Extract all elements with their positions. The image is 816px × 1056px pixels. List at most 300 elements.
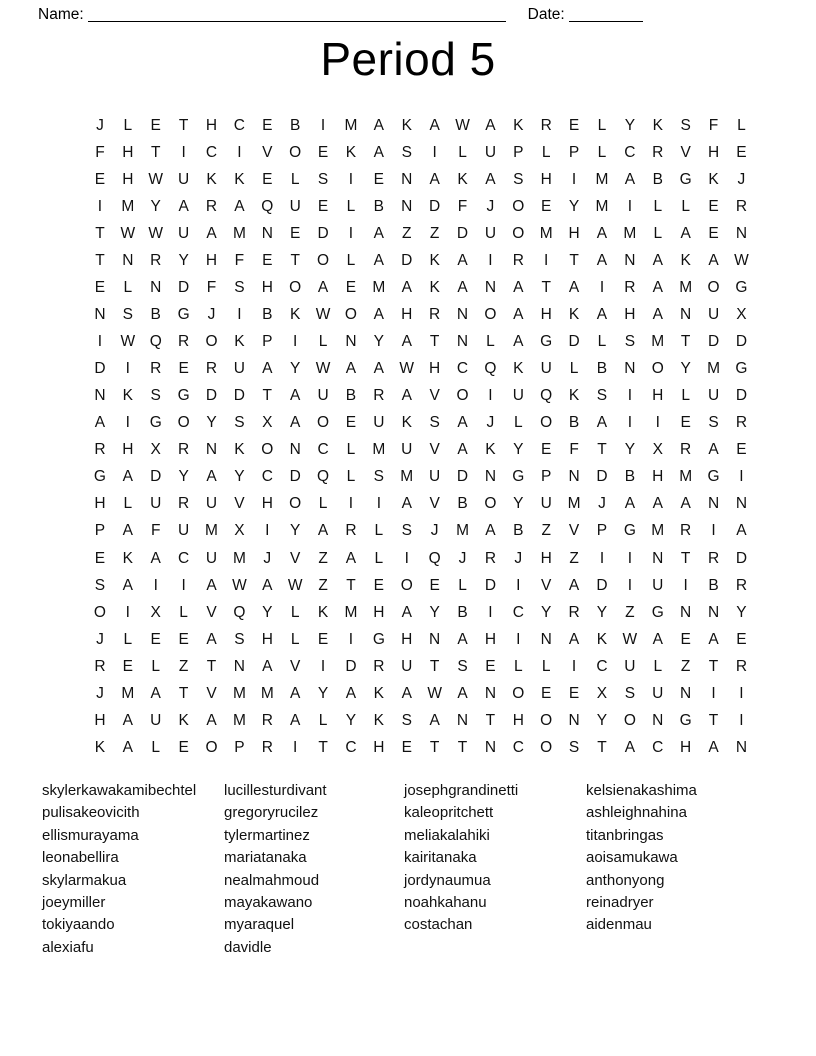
grid-letter[interactable]: Y [150,197,161,215]
grid-letter[interactable]: I [711,684,716,702]
grid-letter[interactable]: T [150,143,161,161]
grid-letter[interactable]: I [181,143,186,161]
grid-letter[interactable]: S [373,468,385,486]
grid-letter[interactable]: T [597,738,607,756]
grid-letter[interactable]: C [178,549,190,567]
grid-letter[interactable]: J [96,684,104,702]
grid-letter[interactable]: A [373,143,385,161]
grid-letter[interactable]: A [736,522,747,540]
grid-letter[interactable]: R [568,603,580,621]
grid-letter[interactable]: A [373,306,385,324]
grid-letter[interactable]: N [484,468,497,486]
grid-letter[interactable]: A [262,360,273,378]
grid-letter[interactable]: U [205,549,218,567]
grid-letter[interactable]: L [681,197,690,215]
grid-letter[interactable]: K [429,279,440,297]
grid-letter[interactable]: U [178,224,190,242]
grid-letter[interactable]: N [484,738,497,756]
grid-letter[interactable]: Y [624,116,636,134]
word-list-item[interactable]: costachan [404,916,473,934]
word-list-item[interactable]: pulisakeovicith [42,804,140,822]
grid-letter[interactable]: U [317,387,329,405]
grid-letter[interactable]: H [429,360,441,378]
grid-letter[interactable]: U [484,224,497,242]
grid-letter[interactable]: B [345,387,357,405]
grid-letter[interactable]: S [624,333,636,351]
grid-letter[interactable]: O [623,711,636,729]
grid-letter[interactable]: A [206,630,217,648]
word-list-item[interactable]: tokiyaando [42,916,115,934]
grid-letter[interactable]: T [680,549,691,567]
grid-letter[interactable]: I [320,657,326,675]
grid-letter[interactable]: M [456,522,469,540]
grid-letter[interactable]: F [95,143,105,161]
grid-letter[interactable]: E [178,738,189,756]
grid-letter[interactable]: F [234,252,245,269]
grid-letter[interactable]: U [540,495,552,513]
grid-letter[interactable]: L [290,170,300,188]
grid-letter[interactable]: L [458,143,467,161]
grid-letter[interactable]: S [234,630,245,648]
grid-letter[interactable]: K [345,143,357,161]
grid-letter[interactable]: S [401,522,412,540]
grid-letter[interactable]: J [430,522,439,540]
grid-letter[interactable]: M [651,333,665,351]
grid-letter[interactable]: U [233,360,245,378]
grid-letter[interactable]: A [624,495,636,513]
grid-letter[interactable]: U [484,143,497,161]
grid-letter[interactable]: U [373,414,385,432]
grid-letter[interactable]: A [624,738,636,756]
grid-letter[interactable]: L [541,657,551,675]
word-list-item[interactable]: aidenmau [586,916,652,934]
grid-letter[interactable]: I [237,306,242,324]
grid-letter[interactable]: M [205,522,218,540]
grid-letter[interactable]: V [290,657,301,675]
word-list-item[interactable]: kaleopritchett [404,804,494,822]
grid-letter[interactable]: J [263,549,272,567]
grid-letter[interactable]: E [485,657,496,675]
grid-letter[interactable]: H [540,306,552,324]
grid-letter[interactable]: O [540,711,553,729]
grid-letter[interactable]: X [736,306,747,324]
grid-letter[interactable]: Y [429,603,440,621]
word-list-item[interactable]: ashleighnahina [586,804,687,822]
grid-letter[interactable]: I [516,630,521,648]
grid-letter[interactable]: E [94,279,106,297]
grid-letter[interactable]: D [735,333,748,351]
grid-letter[interactable]: J [96,630,104,648]
grid-letter[interactable]: H [568,224,580,242]
grid-letter[interactable]: I [265,522,270,540]
grid-letter[interactable]: A [429,170,440,188]
grid-letter[interactable]: L [597,116,607,134]
grid-letter[interactable]: U [401,657,413,675]
grid-letter[interactable]: K [122,549,133,567]
grid-letter[interactable]: D [735,387,748,405]
grid-letter[interactable]: F [457,197,468,215]
grid-letter[interactable]: G [735,279,748,297]
grid-letter[interactable]: I [488,603,493,621]
grid-letter[interactable]: F [206,279,217,297]
grid-letter[interactable]: K [513,116,524,134]
grid-letter[interactable]: I [655,414,660,432]
grid-letter[interactable]: M [679,468,693,486]
grid-letter[interactable]: G [512,468,525,486]
grid-letter[interactable]: S [596,387,608,405]
grid-letter[interactable]: L [653,197,663,215]
grid-letter[interactable]: A [401,279,412,297]
grid-letter[interactable]: L [513,414,523,432]
grid-letter[interactable]: E [345,279,357,297]
grid-letter[interactable]: Y [624,441,636,459]
grid-letter[interactable]: I [376,495,381,513]
grid-letter[interactable]: R [707,549,720,567]
grid-letter[interactable]: R [345,522,357,540]
word-list-item[interactable]: mariatanaka [224,849,307,867]
grid-letter[interactable]: A [290,387,301,405]
grid-letter[interactable]: U [150,495,162,513]
grid-letter[interactable]: V [541,576,552,594]
grid-letter[interactable]: U [624,657,636,675]
grid-letter[interactable]: U [652,576,664,594]
grid-letter[interactable]: N [707,495,720,513]
grid-letter[interactable]: A [568,630,580,648]
grid-letter[interactable]: Q [261,197,274,215]
grid-letter[interactable]: A [345,684,357,702]
grid-letter[interactable]: O [177,414,190,432]
grid-letter[interactable]: O [484,495,497,513]
grid-letter[interactable]: O [400,576,413,594]
grid-letter[interactable]: T [429,738,440,756]
grid-letter[interactable]: A [680,224,691,242]
grid-letter[interactable]: R [205,360,218,378]
word-list-item[interactable]: aoisamukawa [586,849,678,867]
grid-letter[interactable]: I [544,252,549,269]
grid-letter[interactable]: O [317,414,330,432]
grid-letter[interactable]: T [680,333,691,351]
grid-letter[interactable]: L [458,576,467,594]
grid-letter[interactable]: B [652,170,663,188]
grid-letter[interactable]: B [290,116,301,134]
grid-letter[interactable]: E [541,197,552,215]
grid-letter[interactable]: O [512,197,525,215]
grid-letter[interactable]: L [318,711,328,729]
grid-letter[interactable]: I [627,549,633,567]
grid-letter[interactable]: Z [625,603,635,621]
grid-letter[interactable]: N [94,306,106,324]
grid-letter[interactable]: R [735,576,748,594]
grid-letter[interactable]: U [178,170,190,188]
grid-letter[interactable]: K [290,306,301,324]
grid-letter[interactable]: C [205,143,218,161]
grid-letter[interactable]: U [205,495,218,513]
grid-letter[interactable]: Y [513,441,524,459]
grid-letter[interactable]: B [262,306,273,324]
grid-letter[interactable]: V [262,143,273,161]
grid-letter[interactable]: R [205,197,218,215]
grid-letter[interactable]: U [289,197,301,215]
grid-letter[interactable]: N [680,684,692,702]
grid-letter[interactable]: M [539,224,553,242]
grid-letter[interactable]: K [122,387,133,405]
grid-letter[interactable]: K [206,170,217,188]
grid-letter[interactable]: I [599,549,605,567]
grid-letter[interactable]: M [651,522,665,540]
grid-letter[interactable]: M [707,360,720,378]
grid-letter[interactable]: I [627,414,633,432]
grid-letter[interactable]: L [374,549,384,567]
grid-letter[interactable]: K [234,441,245,459]
grid-letter[interactable]: A [401,495,412,513]
grid-letter[interactable]: I [97,333,103,351]
grid-letter[interactable]: D [150,468,162,486]
grid-letter[interactable]: A [234,197,245,215]
grid-letter[interactable]: C [456,360,469,378]
grid-letter[interactable]: N [429,630,441,648]
grid-letter[interactable]: M [232,549,246,567]
name-input-line[interactable] [88,8,506,22]
grid-letter[interactable]: L [374,522,384,540]
grid-letter[interactable]: V [206,684,217,702]
grid-letter[interactable]: E [708,197,719,215]
grid-letter[interactable]: B [708,576,719,594]
grid-letter[interactable]: D [707,333,720,351]
grid-letter[interactable]: T [178,116,189,134]
grid-letter[interactable]: I [404,549,409,567]
grid-letter[interactable]: Y [596,711,608,729]
grid-letter[interactable]: H [373,738,385,756]
grid-letter[interactable]: K [457,170,468,188]
grid-letter[interactable]: R [652,143,664,161]
grid-letter[interactable]: A [457,279,468,297]
grid-letter[interactable]: N [735,495,748,513]
grid-letter[interactable]: S [429,414,440,432]
grid-letter[interactable]: C [261,468,273,486]
grid-letter[interactable]: M [595,170,609,188]
grid-letter[interactable]: I [320,116,326,134]
date-input-line[interactable] [569,8,643,22]
grid-letter[interactable]: D [456,468,469,486]
grid-letter[interactable]: J [486,197,495,215]
grid-letter[interactable]: N [624,360,636,378]
grid-letter[interactable]: Z [318,549,328,567]
grid-letter[interactable]: N [401,197,413,215]
grid-letter[interactable]: K [234,333,245,351]
grid-letter[interactable]: Q [149,333,162,351]
grid-letter[interactable]: B [596,360,608,378]
grid-letter[interactable]: D [178,279,190,297]
grid-letter[interactable]: N [205,441,218,459]
grid-letter[interactable]: E [94,170,106,188]
grid-letter[interactable]: H [373,603,385,621]
grid-letter[interactable]: F [150,522,161,540]
grid-letter[interactable]: N [122,252,134,269]
grid-letter[interactable]: W [287,576,303,594]
word-list-item[interactable]: tylermartinez [224,826,310,844]
grid-letter[interactable]: A [401,333,412,351]
grid-letter[interactable]: C [512,603,524,621]
grid-letter[interactable]: L [486,333,495,351]
grid-letter[interactable]: C [624,143,636,161]
grid-letter[interactable]: N [289,441,301,459]
grid-letter[interactable]: N [540,630,552,648]
grid-letter[interactable]: L [318,333,328,351]
grid-letter[interactable]: Q [540,387,553,405]
grid-letter[interactable]: I [348,224,354,242]
grid-letter[interactable]: T [290,252,300,269]
grid-letter[interactable]: I [293,738,298,756]
grid-letter[interactable]: K [485,441,496,459]
grid-letter[interactable]: T [541,279,551,297]
grid-letter[interactable]: D [401,252,413,269]
grid-letter[interactable]: A [485,170,496,188]
grid-letter[interactable]: R [178,495,190,513]
grid-letter[interactable]: U [707,387,720,405]
grid-letter[interactable]: R [735,657,748,675]
grid-letter[interactable]: T [485,711,496,729]
grid-letter[interactable]: I [571,657,577,675]
grid-letter[interactable]: O [512,684,525,702]
grid-letter[interactable]: H [122,441,134,459]
grid-letter[interactable]: D [289,468,301,486]
grid-letter[interactable]: O [512,224,525,242]
grid-letter[interactable]: V [429,495,440,513]
grid-letter[interactable]: M [344,116,358,134]
grid-letter[interactable]: P [513,143,524,161]
grid-letter[interactable]: W [399,360,415,378]
grid-letter[interactable]: T [178,684,189,702]
grid-letter[interactable]: K [680,252,691,269]
grid-letter[interactable]: W [427,684,442,702]
grid-letter[interactable]: W [120,224,136,242]
grid-letter[interactable]: N [652,711,664,729]
grid-letter[interactable]: U [401,441,413,459]
grid-letter[interactable]: A [624,170,636,188]
grid-letter[interactable]: N [735,224,748,242]
grid-letter[interactable]: L [346,252,356,269]
grid-letter[interactable]: M [679,279,693,297]
grid-letter[interactable]: A [652,630,663,648]
grid-letter[interactable]: A [457,441,468,459]
word-list-item[interactable]: kelsienakashima [586,782,697,799]
grid-letter[interactable]: T [457,738,468,756]
grid-letter[interactable]: N [568,711,580,729]
grid-letter[interactable]: I [432,143,437,161]
grid-letter[interactable]: U [150,711,162,729]
grid-letter[interactable]: A [485,116,496,134]
grid-letter[interactable]: G [679,170,692,188]
grid-letter[interactable]: K [373,711,385,729]
grid-letter[interactable]: S [122,306,133,324]
grid-letter[interactable]: A [178,197,189,215]
grid-letter[interactable]: L [290,603,300,621]
grid-letter[interactable]: C [317,441,329,459]
grid-letter[interactable]: H [122,143,134,161]
grid-letter[interactable]: I [571,170,577,188]
grid-letter[interactable]: R [735,414,748,432]
grid-letter[interactable]: A [150,684,161,702]
grid-letter[interactable]: G [623,522,636,540]
grid-letter[interactable]: A [122,576,133,594]
word-list-item[interactable]: gregoryrucilez [224,804,319,822]
word-list-item[interactable]: noahkahanu [404,894,487,912]
grid-letter[interactable]: O [456,387,469,405]
grid-letter[interactable]: L [151,738,161,756]
grid-letter[interactable]: H [624,306,636,324]
grid-letter[interactable]: P [262,333,273,351]
grid-letter[interactable]: K [94,738,106,756]
grid-letter[interactable]: E [373,576,385,594]
grid-letter[interactable]: V [429,387,440,405]
grid-letter[interactable]: N [150,279,162,297]
grid-letter[interactable]: K [234,170,245,188]
grid-letter[interactable]: S [401,711,412,729]
grid-letter[interactable]: A [429,116,440,134]
grid-letter[interactable]: E [150,116,161,134]
grid-letter[interactable]: X [150,603,161,621]
grid-letter[interactable]: K [317,603,329,621]
grid-letter[interactable]: E [541,684,552,702]
grid-letter[interactable]: D [94,360,106,378]
grid-letter[interactable]: E [122,657,133,675]
grid-letter[interactable]: N [707,603,720,621]
grid-letter[interactable]: I [627,197,633,215]
grid-letter[interactable]: I [739,711,744,729]
grid-letter[interactable]: S [457,657,468,675]
grid-letter[interactable]: E [373,170,385,188]
grid-letter[interactable]: M [595,197,609,215]
grid-letter[interactable]: Y [345,711,357,729]
grid-letter[interactable]: E [568,684,580,702]
grid-letter[interactable]: A [290,684,301,702]
grid-letter[interactable]: V [290,549,301,567]
grid-letter[interactable]: Y [206,414,217,432]
grid-letter[interactable]: X [150,441,161,459]
grid-letter[interactable]: O [289,143,302,161]
grid-letter[interactable]: Y [290,360,301,378]
grid-letter[interactable]: E [680,630,691,648]
grid-letter[interactable]: S [234,279,245,297]
grid-letter[interactable]: Y [736,603,747,621]
grid-letter[interactable]: S [624,684,636,702]
grid-letter[interactable]: A [513,333,524,351]
word-list-item[interactable]: alexiafu [42,938,94,956]
grid-letter[interactable]: D [735,549,748,567]
grid-letter[interactable]: A [122,522,133,540]
grid-letter[interactable]: O [540,414,553,432]
grid-letter[interactable]: I [488,387,493,405]
grid-letter[interactable]: Q [233,603,246,621]
grid-letter[interactable]: N [345,333,357,351]
grid-letter[interactable]: I [739,684,744,702]
grid-letter[interactable]: H [261,279,273,297]
grid-letter[interactable]: R [150,252,162,269]
word-list-item[interactable]: davidle [224,938,272,956]
grid-letter[interactable]: N [484,279,497,297]
grid-letter[interactable]: M [372,279,386,297]
grid-letter[interactable]: K [708,170,719,188]
grid-letter[interactable]: L [318,495,328,513]
grid-letter[interactable]: G [679,711,692,729]
grid-letter[interactable]: A [457,630,468,648]
grid-letter[interactable]: K [568,387,580,405]
grid-letter[interactable]: D [345,657,357,675]
grid-letter[interactable]: E [150,630,161,648]
grid-letter[interactable]: A [122,711,133,729]
word-list-item[interactable]: leonabellira [42,849,119,867]
grid-letter[interactable]: B [568,414,580,432]
